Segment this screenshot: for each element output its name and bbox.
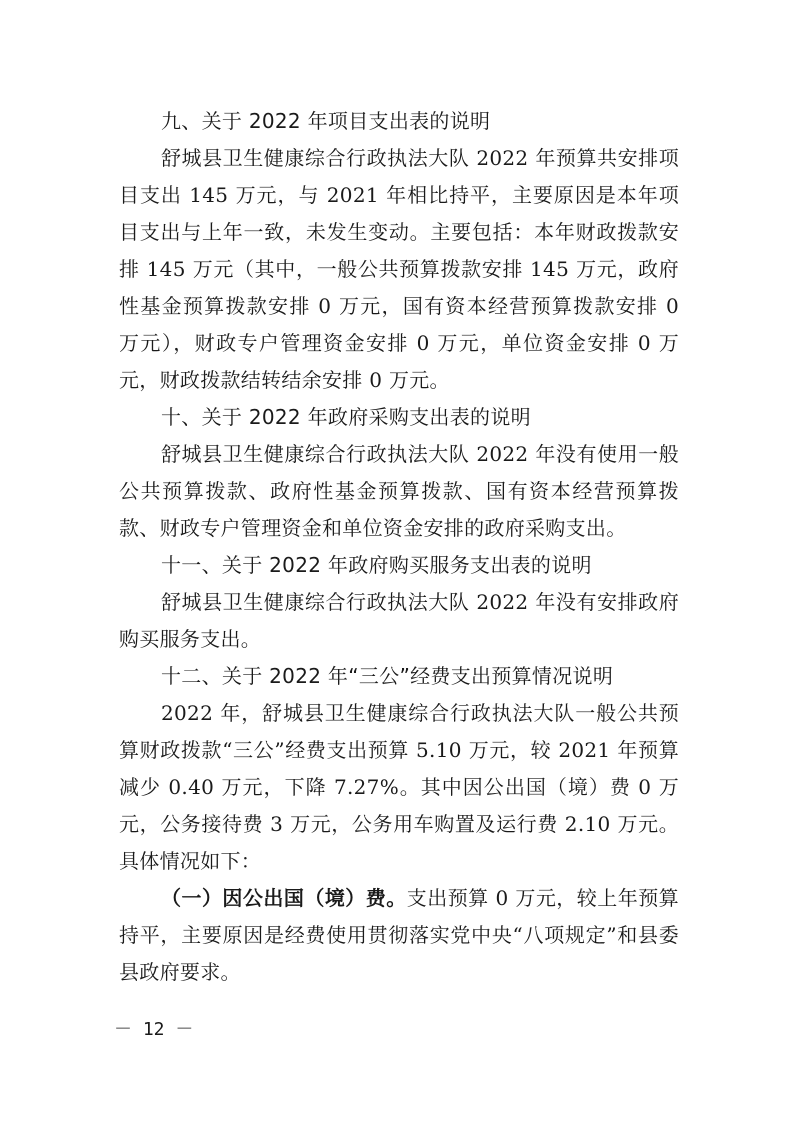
section-paragraph-9: 舒城县卫生健康综合行政执法大队 2022 年预算共安排项目支出 145 万元，与 2021 年相比持平，主要原因是本年项目支出与上年一致，未发生变动。主要包括：本年财政拨款安排 145 万元（其中，一般公共预算拨款安排 145 万元，政府性基金预算拨款安排 0 万元，国有资本经营预算拨款安排 0 万元），财政专户管理资金安排 0 万元，单位资金安排 0 万元，财政拨款结转结余安排 0 万元。 [119,146,679,392]
section-heading-9: 九、关于 2022 年项目支出表的说明 [161,109,491,133]
document-body [119,103,679,991]
section-heading-11: 十一、关于 2022 年政府购买服务支出表的说明 [161,553,592,577]
sub-item-text: 支出预算 0 万元，较上年预算持平，主要原因是经费使用贯彻落实党中央“八项规定”和县委县政府要求。 [119,886,679,984]
section-paragraph-12: 2022 年，舒城县卫生健康综合行政执法大队一般公共预算财政拨款“三公”经费支出预算 5.10 万元，较 2021 年预算减少 0.40 万元，下降 7.27%。其中因公出国（境）费 0 万元，公务接待费 3 万元，公务用车购置及运行费 2.10 万元。具体情况如下： [119,701,679,873]
sub-item-paragraph [119,880,679,991]
section-heading-12: 十二、关于 2022 年“三公”经费支出预算情况说明 [161,664,614,688]
section-paragraph-11: 舒城县卫生健康综合行政执法大队 2022 年没有安排政府购买服务支出。 [119,590,679,651]
sub-item-label: （一）因公出国（境）费。 [161,886,407,910]
page-number: － 12 － [114,1019,194,1040]
section-paragraph-10: 舒城县卫生健康综合行政执法大队 2022 年没有使用一般公共预算拨款、政府性基金预算拨款、国有资本经营预算拨款、财政专户管理资金和单位资金安排的政府采购支出。 [119,442,679,540]
section-heading-10: 十、关于 2022 年政府采购支出表的说明 [161,405,531,429]
